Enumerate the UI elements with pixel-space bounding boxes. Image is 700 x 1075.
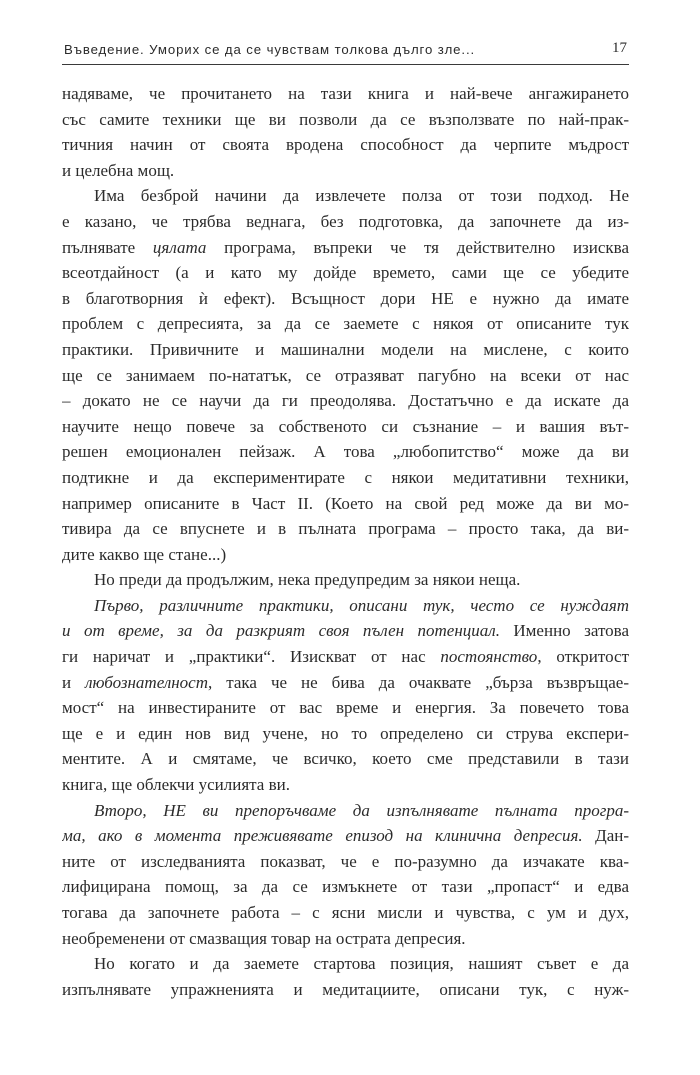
book-page	[62, 40, 629, 1002]
text-line	[62, 286, 629, 312]
text-span: научите нещо повече за собственото си съзнание – и вашия вът-	[62, 416, 629, 436]
text-line	[62, 235, 629, 261]
text-span: ментите. А и смятаме, че всичко, което сме представили в тази	[62, 749, 629, 769]
text-span: подтикне и да експериментирате с някои медитативни техники,	[62, 467, 629, 487]
emphasis: цялата	[152, 237, 207, 257]
text-line	[62, 977, 629, 1003]
text-line	[62, 414, 629, 440]
text-line	[62, 439, 629, 465]
text-span: , така че не бива да очаквате „бърза възвръщае-	[208, 672, 629, 692]
text-span: мост“ на инвестираните от вас време и енергия. За повечето това	[62, 698, 629, 718]
text-span: книга, ще облекчи усилията ви.	[62, 775, 290, 795]
text-line	[62, 260, 629, 286]
emphasis: и от време, за да разкрият своя пълен потенциал.	[62, 621, 500, 641]
running-head	[62, 40, 629, 65]
text-span: ги наричат и „практики“. Изискват от нас	[62, 647, 441, 667]
text-span: в благотворния ѝ ефект). Всъщност дори НЕ е нужно да имате	[62, 288, 629, 308]
text-line	[62, 337, 629, 363]
text-line	[62, 951, 629, 977]
text-span: със самите техники ще ви позволи да се възползвате по най-прак-	[62, 109, 629, 129]
text-line	[62, 798, 629, 824]
text-span: Но преди да продължим, нека предупредим за някои неща.	[94, 570, 521, 590]
text-span: изпълнявате упражненията и медитациите, описани тук, с нуж-	[62, 979, 629, 999]
text-line	[62, 388, 629, 414]
text-line	[62, 516, 629, 542]
text-line	[62, 618, 629, 644]
text-span: пълнявате	[62, 237, 153, 257]
text-line	[62, 183, 629, 209]
text-line	[62, 874, 629, 900]
running-title: Въведение. Уморих се да се чувствам толкова дълго зле...	[64, 42, 476, 57]
text-span: Дан-	[582, 826, 629, 846]
text-line	[62, 823, 629, 849]
text-line	[62, 695, 629, 721]
text-line	[62, 209, 629, 235]
emphasis: ма, ако в момента преживявате епизод на клинична депресия.	[62, 826, 583, 846]
text-line	[62, 746, 629, 772]
text-line	[62, 644, 629, 670]
text-line	[62, 132, 629, 158]
text-line	[62, 849, 629, 875]
text-span: е казано, че трябва веднага, без подготовка, да започнете да из-	[62, 211, 629, 231]
text-span: Именно затова	[499, 621, 629, 641]
text-span: решен емоционален пейзаж. А това „любопитство“ може да ви	[62, 442, 629, 462]
text-span: например описаните в Част II. (Което на свой ред може да ви мо-	[62, 493, 629, 513]
page-number: 17	[612, 40, 627, 56]
text-span: Но когато и да заемете стартова позиция, нашият съвет е да	[94, 954, 629, 974]
text-span: ще е и един нов вид учене, но то определено си струва експери-	[62, 723, 629, 743]
text-span: програма, въпреки че тя действително изисква	[206, 237, 629, 257]
text-span: лифицирана помощ, за да се измъкнете от тази „пропаст“ и едва	[62, 877, 629, 897]
text-span: и	[62, 672, 86, 692]
text-span: тивира да се впуснете и в пълната програма – просто така, да ви-	[62, 519, 629, 539]
text-span: и целебна мощ.	[62, 160, 175, 180]
text-line	[62, 926, 629, 952]
text-line	[62, 491, 629, 517]
text-span: – докато не се научи да ги преодолява. Достатъчно е да искате да	[62, 391, 629, 411]
text-line	[62, 465, 629, 491]
text-line	[62, 593, 629, 619]
text-span: надяваме, че прочитането на тази книга и най-вече ангажирането	[62, 84, 629, 103]
text-span: дите какво ще стане...)	[62, 544, 227, 564]
text-line	[62, 721, 629, 747]
text-line	[62, 363, 629, 389]
text-span: тогава да започнете работа – с ясни мисли и чувства, с ум и дух,	[62, 903, 629, 922]
text-line	[62, 567, 629, 593]
emphasis: любознателност	[85, 672, 209, 692]
text-line	[62, 107, 629, 133]
text-line	[62, 772, 629, 798]
text-span: всеотдайност (а и като му дойде времето, сами ще се убедите	[62, 263, 629, 283]
text-span: ще се занимаем по-нататък, се отразяват пагубно на всеки от нас	[62, 365, 629, 385]
emphasis: Първо, различните практики, описани тук, често се нуждаят	[94, 595, 629, 615]
text-span: Има безброй начини да извлечете полза от този подход. Не	[94, 186, 629, 206]
text-span: тичния начин от своята вродена способност да черпите мъдрост	[62, 135, 629, 155]
text-line	[62, 670, 629, 696]
text-line	[62, 900, 629, 926]
text-line	[62, 158, 629, 184]
text-span: необременени от смазващия товар на острата депресия.	[62, 928, 466, 948]
text-line	[62, 542, 629, 568]
body-text	[62, 81, 629, 1002]
emphasis: Второ, НЕ ви препоръчваме да изпълнявате пълната програ-	[94, 800, 629, 820]
text-span: проблем с депресията, за да се заемете с някоя от описаните тук	[62, 314, 629, 334]
text-span: ните от изследванията показват, че е по-разумно да изчакате ква-	[62, 851, 629, 871]
emphasis: постоянство	[440, 647, 538, 667]
text-line	[62, 311, 629, 337]
text-span: практики. Привичните и машинални модели на мислене, с които	[62, 339, 629, 359]
text-line	[62, 81, 629, 107]
text-span: , откритост	[537, 647, 629, 667]
